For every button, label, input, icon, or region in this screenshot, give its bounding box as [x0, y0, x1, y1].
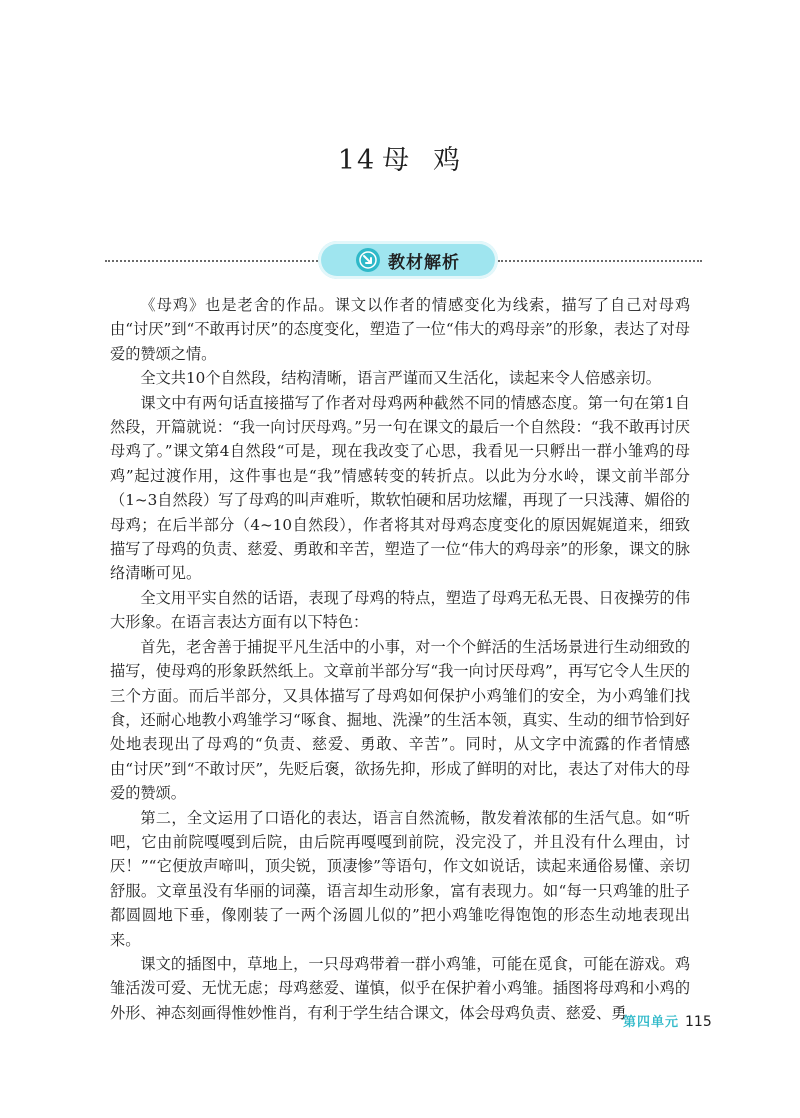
paragraph: 课文中有两句话直接描写了作者对母鸡两种截然不同的情感态度。第一句在第1自然段，开篇就说：“我一向讨厌母鸡。”另一句在课文的最后一个自然段：“我不敢再讨厌母鸡了。”课文第4自然段“可是，现在我改变了心思，我看见一只孵出一群小雏鸡的母鸡”起过渡作用，这件事也是“我”情感转变的转折点。以此为分水岭，课文前半部分（1~3自然段）写了母鸡的叫声难听，欺软怕硬和居功炫耀，再现了一只浅薄、媚俗的母鸡；在后半部分（4~10自然段），作者将其对母鸡态度变化的原因娓娓道来，细致描写了母鸡的负责、慈爱、勇敢和辛苦，塑造了一位“伟大的鸡母亲”的形象，课文的脉络清晰可见。: [110, 393, 690, 583]
page-footer: [623, 1011, 712, 1030]
paragraph: 首先，老舍善于捕捉平凡生活中的小事，对一个个鲜活的生活场景进行生动细致的描写，使母鸡的形象跃然纸上。文章前半部分写“我一向讨厌母鸡”，再写它令人生厌的三个方面。而后半部分，又具体描写了母鸡如何保护小鸡雏们的安全，为小鸡雏们找食，还耐心地教小鸡雏学习“啄食、掘地、洗澡”的生活本领，真实、生动的细节恰到好处地表现出了母鸡的“负责、慈爱、勇敢、辛苦”。同时，从文字中流露的作者情感由“讨厌”到“不敢讨厌”，先贬后褒，欲扬先抑，形成了鲜明的对比，表达了对伟大的母爱的赞颂。: [110, 637, 690, 803]
dotted-divider-right: [498, 260, 702, 262]
arrow-down-right-icon: [356, 248, 380, 272]
lesson-title: [0, 138, 800, 177]
paragraph: 《母鸡》也是老舍的作品。课文以作者的情感变化为线索，描写了自己对母鸡由“讨厌”到“不敢再讨厌”的态度变化，塑造了一位“伟大的鸡母亲”的形象，表达了对母爱的赞颂之情。: [110, 296, 690, 363]
lesson-title-char-2: 鸡: [433, 145, 463, 176]
paragraph: 第二，全文运用了口语化的表达，语言自然流畅，散发着浓郁的生活气息。如“听吧，它由前院嘎嘎到后院，由后院再嘎嘎到前院，没完没了，并且没有什么理由，讨厌！”“它便放声啼叫，顶尖锐，顶凄惨”等语句，作文如说话，读起来通俗易懂、亲切舒服。文章虽没有华丽的词藻，语言却生动形象，富有表现力。如“每一只鸡雏的肚子都圆圆地下垂，像刚装了一两个汤圆儿似的”把小鸡雏吃得饱饱的形态生动地表现出来。: [110, 808, 690, 949]
unit-label: 第四单元: [623, 1015, 680, 1030]
lesson-title-char-1: 母: [382, 145, 412, 176]
section-badge: [318, 241, 498, 279]
section-label: 教材解析: [388, 252, 460, 273]
paragraph: 全文用平实自然的话语，表现了母鸡的特点，塑造了母鸡无私无畏、日夜操劳的伟大形象。在语言表达方面有以下特色：: [110, 588, 690, 632]
page-number: 115: [685, 1014, 712, 1030]
lesson-number: 14: [337, 145, 377, 176]
analysis-body: [110, 293, 690, 1025]
paragraph: 全文共10个自然段，结构清晰，语言严谨而又生活化，读起来令人倍感亲切。: [140, 369, 661, 388]
paragraph: 课文的插图中，草地上，一只母鸡带着一群小鸡雏，可能在觅食，可能在游戏。鸡雏活泼可爱、无忧无虑；母鸡慈爱、谨慎，似乎在保护着小鸡雏。插图将母鸡和小鸡的外形、神态刻画得惟妙惟肖，有利于学生结合课文，体会母鸡负责、慈爱、勇: [110, 954, 690, 1022]
dotted-divider-left: [105, 260, 318, 262]
section-header: [105, 239, 702, 281]
